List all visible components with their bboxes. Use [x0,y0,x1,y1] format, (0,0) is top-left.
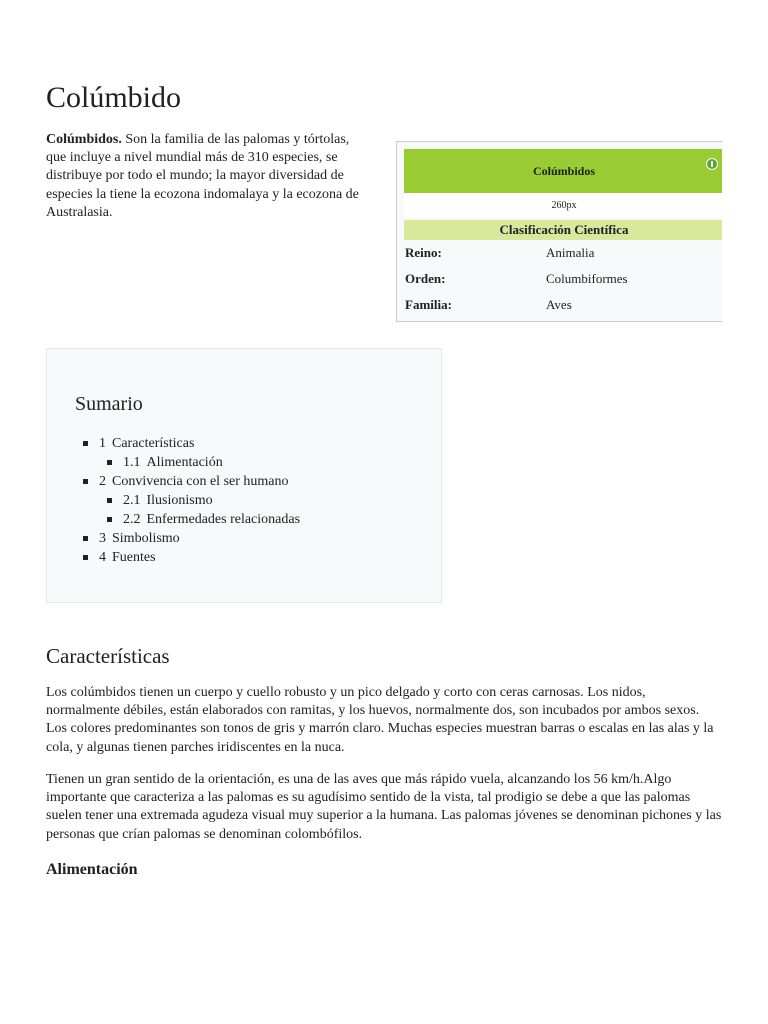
infobox-row-reino [404,242,722,264]
toc-label: Alimentación [146,455,223,470]
infobox-row-familia [404,294,722,316]
section-heading-caracteristicas: Características [46,644,170,668]
toc-label: Convivencia con el ser humano [112,474,289,489]
infobox-row-orden [404,268,722,290]
toc-list [99,434,300,567]
page-title: Colúmbido [46,81,182,114]
toc-label: Características [112,436,195,451]
toc-label: Fuentes [112,550,156,565]
infobox-classification-heading [404,220,722,240]
infobox [396,141,722,322]
section-heading-alimentacion: Alimentación [46,861,138,878]
toc-label: Enfermedades relacionadas [146,512,301,527]
infobox-key: Reino: [405,245,442,260]
toc-item-ilusionismo[interactable] [123,491,300,510]
toc-item-caracteristicas[interactable] [99,434,300,472]
infobox-key: Orden: [405,271,446,286]
toc-item-enfermedades[interactable] [123,510,300,529]
toc-number: 3 [99,531,106,546]
toc-item-alimentacion[interactable] [123,453,300,472]
paragraph-caracteristicas-1: Los colúmbidos tienen un cuerpo y cuello robusto y un pico delgado y corto con ceras carnosas. Los nidos, normalmente débiles, están elaborados con ramitas, y los huevos, normalmente dos, son incubados por ambos sexos. Los colores predominantes son tonos de gris y marrón claro. Muchas especies muestran barras o escalas en las alas y la cola, y algunas tienen parches iridiscentes en la nuca. [46,685,714,755]
intro-paragraph [46,131,368,222]
toc-number: 2.2 [123,512,141,527]
toc-item-fuentes[interactable] [99,548,300,567]
toc-number: 1.1 [123,455,141,470]
toc-number: 4 [99,550,106,565]
intro-lead: Colúmbidos. [46,132,122,147]
paragraph-caracteristicas-2: Tienen un gran sentido de la orientación, es una de las aves que más rápido vuela, alcanzando los 56 km/h.Algo importante que caracteriza a las palomas es su agudísimo sentido de la vista, tal prodigio se debe a que las palomas suelen tener una extremada agudeza visual muy superior a la humana. Las palomas jóvenes se denominan pichones y las personas que crían palomas se denominan colombófilos. [46,772,722,842]
infobox-value[interactable]: Columbiformes [546,271,628,286]
toc-number: 2 [99,474,106,489]
table-of-contents [46,348,442,603]
toc-title: Sumario [75,393,143,415]
infobox-value[interactable]: Aves [546,297,572,312]
info-icon[interactable] [706,158,718,170]
intro-text: Son la familia de las palomas y tórtolas, que incluye a nivel mundial más de 310 especies, se distribuye por todo el mundo; la mayor diversidad de especies la tiene la ecozona indomalaya y la ecozona de Australasia. [46,132,359,220]
infobox-image-size: 260px [551,200,577,211]
toc-item-simbolismo[interactable] [99,529,300,548]
toc-label: Simbolismo [112,531,180,546]
toc-item-convivencia[interactable] [99,472,300,529]
toc-number: 1 [99,436,106,451]
toc-label: Ilusionismo [146,493,213,508]
toc-number: 2.1 [123,493,141,508]
classification-heading-label: Clasificación Científica [499,222,629,237]
infobox-key: Familia: [405,297,452,312]
infobox-header [404,149,722,193]
infobox-title: Colúmbidos [532,163,596,178]
infobox-value[interactable]: Animalia [546,245,595,260]
infobox-image-placeholder [404,193,722,218]
